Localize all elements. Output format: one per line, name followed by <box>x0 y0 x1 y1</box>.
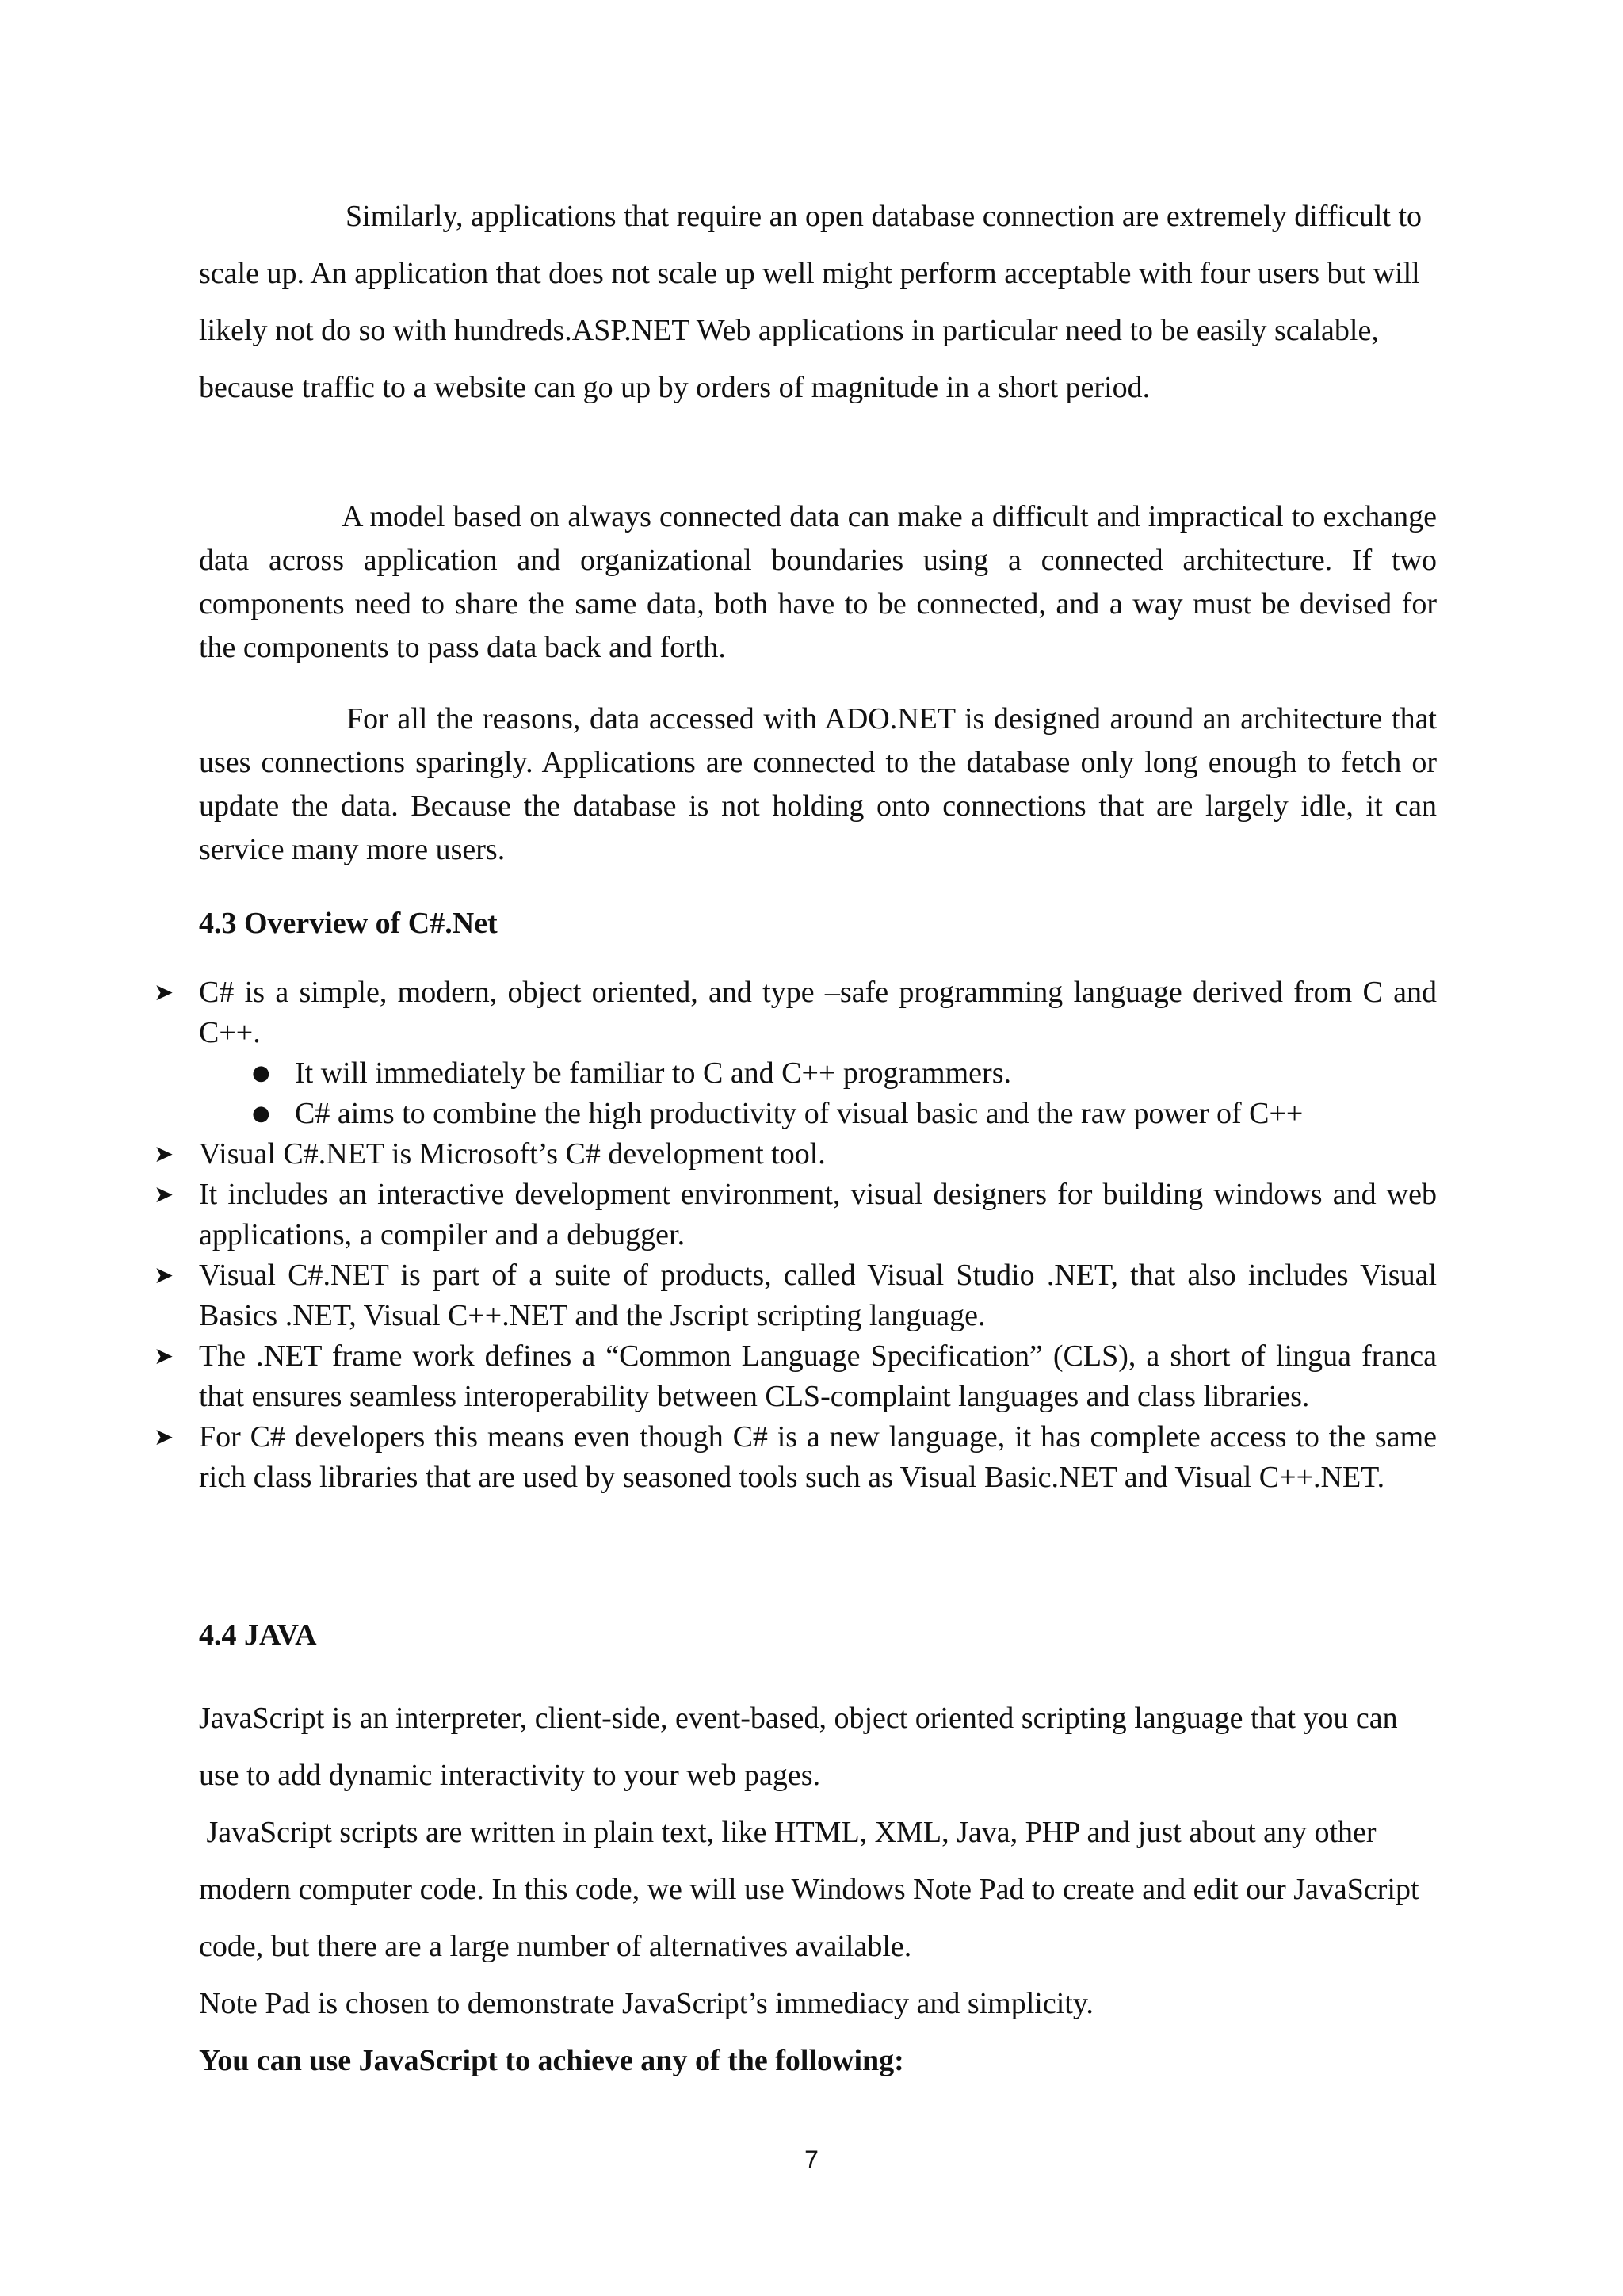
list-item-text: Visual C#.NET is Microsoft’s C# development tool. <box>199 1137 826 1171</box>
intro-block-1 <box>199 188 1437 416</box>
section-heading-csharp: 4.3 Overview of C#.Net <box>199 907 498 940</box>
list-item <box>199 1094 1437 1134</box>
dot-bullet-icon: ● <box>252 1102 270 1125</box>
paragraph-note-pad: Note Pad is chosen to demonstrate JavaScript’s immediacy and simplicity. <box>199 1987 1094 2020</box>
dot-bullet-icon: ● <box>252 1061 270 1085</box>
intro-block-3 <box>199 697 1437 872</box>
list-item-text: C# is a simple, modern, object oriented, and type –safe programming language derived from C and C++. <box>199 976 1437 1049</box>
section-csharp-heading-block <box>199 902 1437 946</box>
list-item <box>154 972 1437 1053</box>
list-item-text: C# aims to combine the high productivity of visual basic and the raw power of C++ <box>295 1097 1304 1130</box>
list-item-text: Visual C#.NET is part of a suite of products, called Visual Studio .NET, that also includes Visual Basics .NET, Visual C++.NET and the Jscript scripting language. <box>199 1259 1437 1332</box>
list-item <box>154 1336 1437 1417</box>
list-item <box>154 1134 1437 1175</box>
list-item <box>154 1417 1437 1498</box>
list-item-text: The .NET frame work defines a “Common Language Specification” (CLS), a short of lingua franca that ensures seamless interoperability between CLS-complaint languages and class libraries. <box>199 1339 1437 1413</box>
list-item <box>199 1053 1437 1094</box>
paragraph-javascript-plain-text: JavaScript scripts are written in plain text, like HTML, XML, Java, PHP and just about any other modern computer code. In this code, we will use Windows Note Pad to create and edit our JavaScript code, but there are a large number of alternatives available. <box>199 1816 1427 1963</box>
arrow-bullet-icon: ➤ <box>154 1181 174 1209</box>
list-item-text: It will immediately be familiar to C and C++ programmers. <box>295 1056 1011 1090</box>
list-item-text: It includes an interactive development environment, visual designers for building windows and web applications, a compiler and a debugger. <box>199 1178 1437 1251</box>
arrow-bullet-icon: ➤ <box>154 1140 174 1168</box>
paragraph-connected-model: A model based on always connected data can make a difficult and impractical to exchange data across application and organizational boundaries using a connected architecture. If two components need to share the same data, both have to be connected, and a way must be devised for the components to pass data back and forth. <box>199 500 1437 664</box>
page-number: 7 <box>804 2145 819 2174</box>
list-item <box>154 1175 1437 1255</box>
paragraph-javascript-intro: JavaScript is an interpreter, client-side, event-based, object oriented scripting language that you can use to add dynamic interactivity to your web pages. <box>199 1702 1398 1792</box>
arrow-bullet-icon: ➤ <box>154 1423 174 1451</box>
list-item-text: For C# developers this means even though C# is a new language, it has complete access to the same rich class libraries that are used by seasoned tools such as Visual Basic.NET and Visual C++.NET. <box>199 1420 1437 1494</box>
section-heading-java: 4.4 JAVA <box>199 1618 317 1652</box>
java-paragraphs-block <box>199 1690 1437 2089</box>
csharp-dot-list <box>199 1053 1437 1134</box>
arrow-bullet-icon: ➤ <box>154 1262 174 1289</box>
section-java-heading-block <box>199 1614 1437 1657</box>
paragraph-ado-net: For all the reasons, data accessed with ADO.NET is designed around an architecture that uses connections sparingly. Applications are connected to the database only long enough to fetch or update the data. Because the database is not holding onto connections that are largely idle, it can service many more users. <box>199 702 1437 866</box>
intro-block-2 <box>199 495 1437 670</box>
arrow-bullet-icon: ➤ <box>154 1343 174 1370</box>
bold-lead-in: You can use JavaScript to achieve any of the following: <box>199 2044 904 2077</box>
paragraph-scalability: Similarly, applications that require an open database connection are extremely difficult to scale up. An application that does not scale up well might perform acceptable with four users but will likely not do so with hundreds.ASP.NET Web applications in particular need to be easily scalable, because traffic to a website can go up by orders of magnitude in a short period. <box>199 200 1423 404</box>
csharp-arrow-list-continued <box>154 1134 1437 1498</box>
list-item <box>154 1255 1437 1336</box>
csharp-list-block <box>154 972 1437 1498</box>
arrow-bullet-icon: ➤ <box>154 979 174 1007</box>
csharp-arrow-list <box>154 972 1437 1053</box>
